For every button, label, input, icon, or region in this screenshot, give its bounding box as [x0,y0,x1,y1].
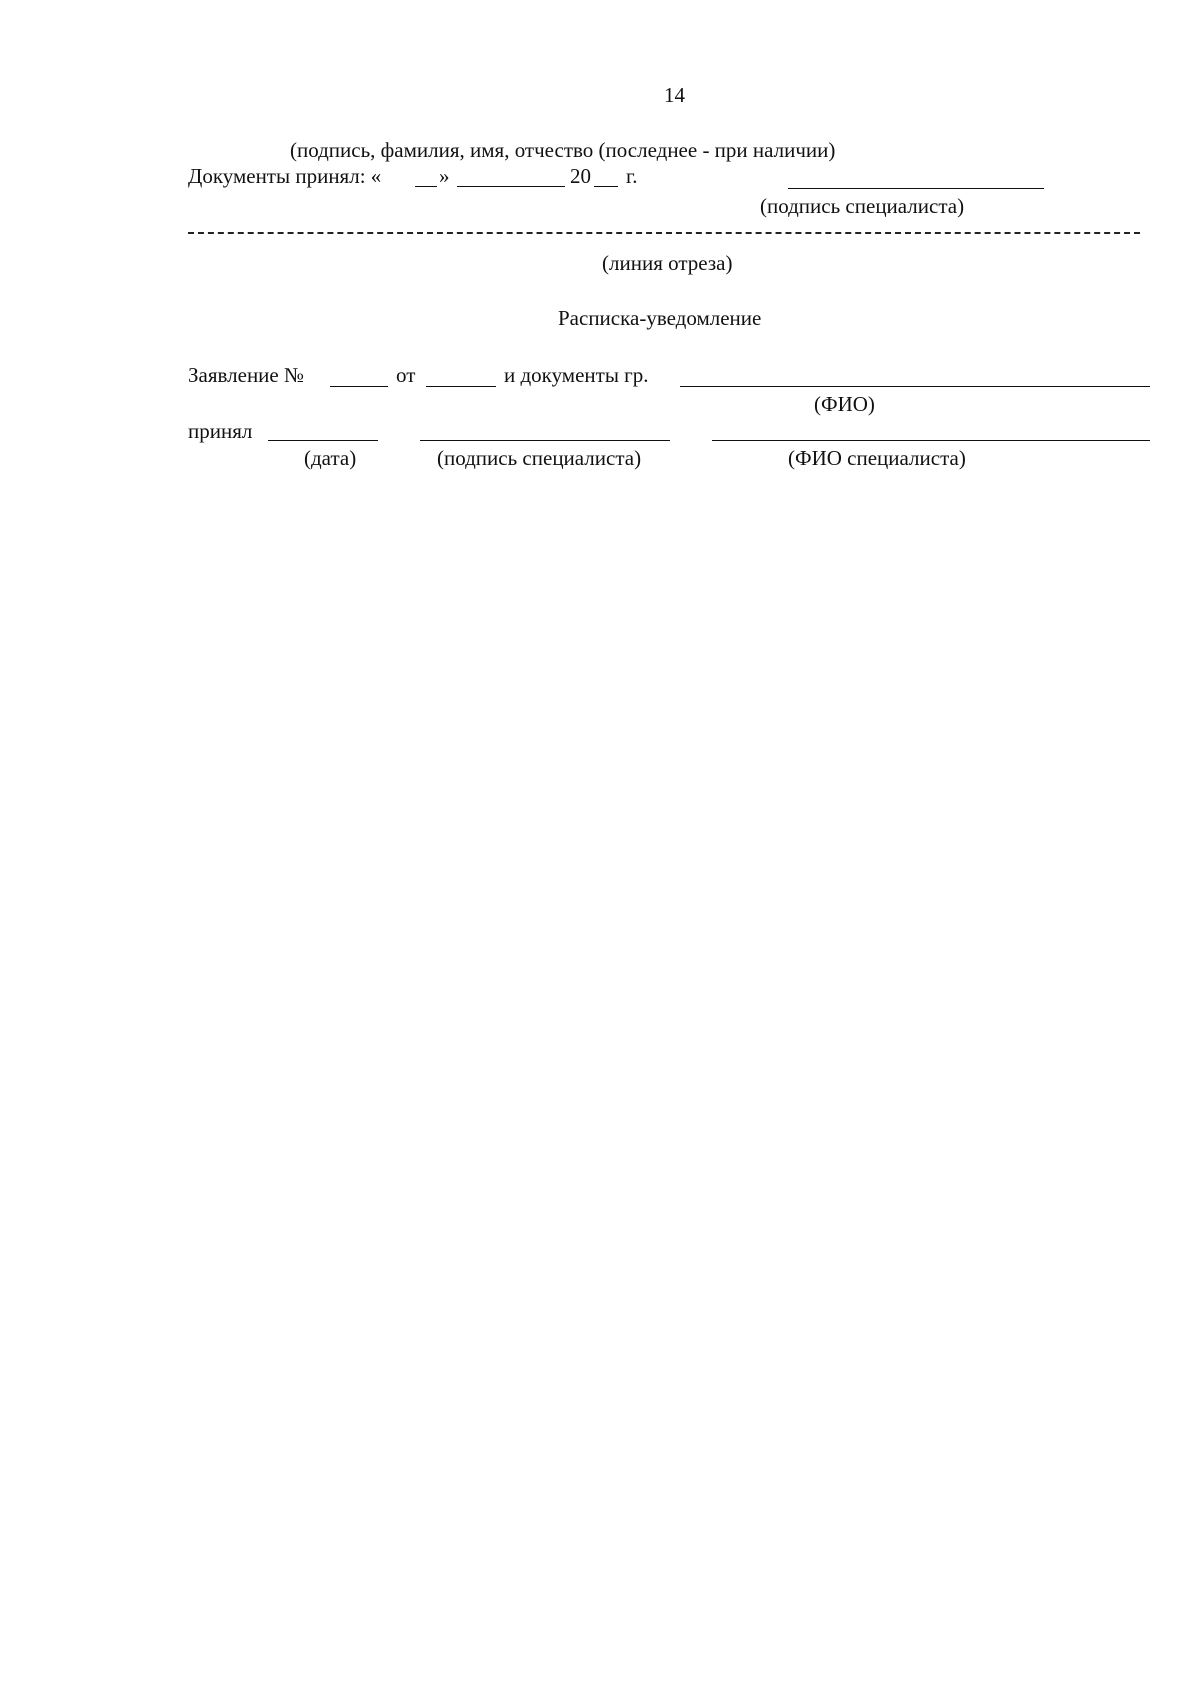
application-number-label: Заявление № [188,363,305,387]
month-blank[interactable] [457,186,565,187]
citizen-fio-blank[interactable] [680,386,1150,387]
signature-caption: (подпись, фамилия, имя, отчество (последнее - при наличии) [290,138,836,162]
accepted-date-blank[interactable] [268,440,378,441]
cut-line [188,232,1140,234]
documents-accepted-label: Документы принял: « [188,164,382,188]
from-label: от [396,363,416,387]
application-date-blank[interactable] [426,386,496,387]
page-number: 14 [664,83,685,107]
specialist-signature-caption-top: (подпись специалиста) [760,194,965,218]
quote-close: » [439,164,450,188]
specialist-signature-caption-receipt: (подпись специалиста) [437,446,642,470]
specialist-fio-caption: (ФИО специалиста) [788,446,966,470]
year-suffix: г. [626,164,638,188]
fio-caption: (ФИО) [814,392,875,416]
year-blank[interactable] [594,186,618,187]
documents-label: и документы гр. [504,363,649,387]
year-prefix: 20 [570,164,591,188]
specialist-signature-blank-receipt[interactable] [420,440,670,441]
application-number-blank[interactable] [330,386,388,387]
specialist-fio-blank[interactable] [712,440,1150,441]
receipt-title: Расписка-уведомление [558,306,762,330]
cut-line-caption: (линия отреза) [602,251,733,275]
date-caption: (дата) [304,446,357,470]
specialist-signature-blank[interactable] [788,188,1044,189]
accepted-by-label: принял [188,419,253,443]
day-blank[interactable] [415,186,437,187]
